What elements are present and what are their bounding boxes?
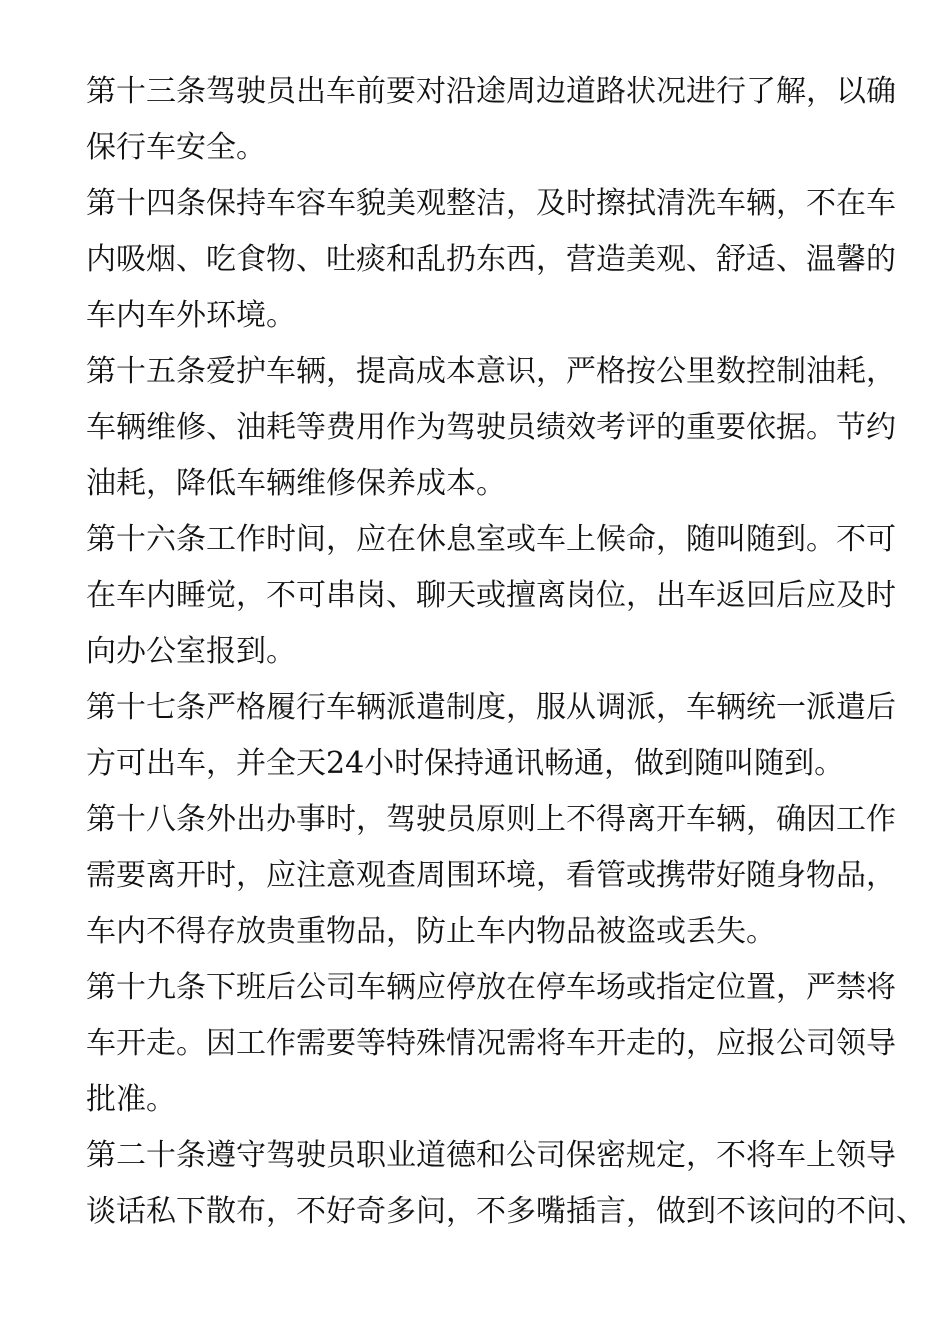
text-line-8: 油耗，降低车辆维修保养成本。 (86, 466, 506, 501)
text-line-16: 车内不得存放贵重物品，防止车内物品被盗或丢失。 (86, 914, 776, 949)
text-line-14: 第十八条外出办事时，驾驶员原则上不得离开车辆，确因工作 (86, 802, 896, 837)
text-line-13: 方可出车，并全天24小时保持通讯畅通，做到随叫随到。 (86, 746, 845, 781)
text-line-1: 第十三条驾驶员出车前要对沿途周边道路状况进行了解，以确 (86, 74, 896, 109)
text-line-20: 第二十条遵守驾驶员职业道德和公司保密规定，不将车上领导 (86, 1138, 896, 1173)
text-line-7: 车辆维修、油耗等费用作为驾驶员绩效考评的重要依据。节约 (86, 410, 896, 445)
text-line-11: 向办公室报到。 (86, 634, 296, 669)
text-line-9: 第十六条工作时间，应在休息室或车上候命，随叫随到。不可 (86, 522, 896, 557)
text-line-12: 第十七条严格履行车辆派遣制度，服从调派，车辆统一派遣后 (86, 690, 896, 725)
text-line-18: 车开走。因工作需要等特殊情况需将车开走的，应报公司领导 (86, 1026, 896, 1061)
text-line-10: 在车内睡觉，不可串岗、聊天或擅离岗位，出车返回后应及时 (86, 578, 896, 613)
text-line-17: 第十九条下班后公司车辆应停放在停车场或指定位置，严禁将 (86, 970, 896, 1005)
text-line-15: 需要离开时，应注意观查周围环境，看管或携带好随身物品， (86, 858, 896, 893)
text-line-6: 第十五条爱护车辆，提高成本意识，严格按公里数控制油耗， (86, 354, 896, 389)
text-line-4: 内吸烟、吃食物、吐痰和乱扔东西，营造美观、舒适、温馨的 (86, 242, 896, 277)
text-line-2: 保行车安全。 (86, 130, 266, 165)
text-line-3: 第十四条保持车容车貌美观整洁，及时擦拭清洗车辆，不在车 (86, 186, 896, 221)
text-line-21: 谈话私下散布，不好奇多问，不多嘴插言，做到不该问的不问、 (86, 1194, 926, 1229)
text-line-5: 车内车外环境。 (86, 298, 296, 333)
text-line-19: 批准。 (86, 1082, 176, 1117)
